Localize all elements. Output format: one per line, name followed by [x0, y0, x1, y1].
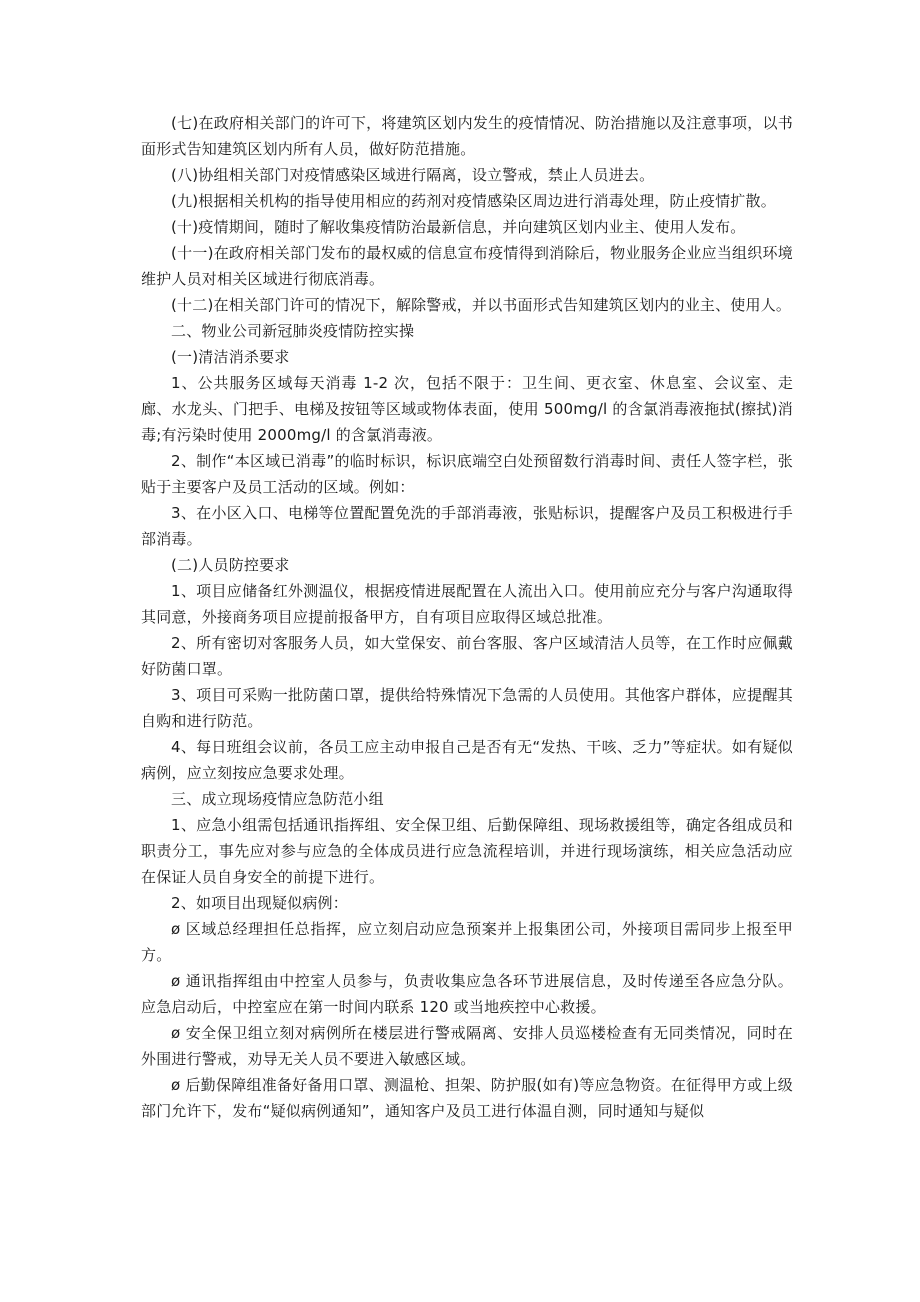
paragraph-10-information: (十)疫情期间，随时了解收集疫情防治最新信息，并向建筑区划内业主、使用人发布。	[171, 218, 746, 236]
emergency-bullet-security: ø 安全保卫组立刻对病例所在楼层进行警戒隔离、安排人员巡楼检查有无同类情况，同时在外围进行警戒，劝导无关人员不要进入敏感区域。	[141, 1024, 793, 1068]
section-heading-2: 二、物业公司新冠肺炎疫情防控实操	[171, 322, 415, 340]
personnel-item-1: 1、项目应储备红外测温仪，根据疫情进展配置在人流出入口。使用前应充分与客户沟通取得其同意，外接商务项目应提前报备甲方，自有项目应取得区域总批准。	[141, 582, 793, 626]
cleaning-item-3: 3、在小区入口、电梯等位置配置免洗的手部消毒液，张贴标识，提醒客户及员工积极进行手部消毒。	[141, 504, 793, 548]
cleaning-item-2: 2、制作“本区域已消毒”的临时标识，标识底端空白处预留数行消毒时间、责任人签字栏，张贴于主要客户及员工活动的区域。例如：	[141, 452, 793, 496]
paragraph-12-lift-alert: (十二)在相关部门许可的情况下，解除警戒，并以书面形式告知建筑区划内的业主、使用人。	[171, 296, 792, 314]
emergency-bullet-communication: ø 通讯指挥组由中控室人员参与，负责收集应急各环节进展信息，及时传递至各应急分队。应急启动后，中控室应在第一时间内联系 120 或当地疾控中心救援。	[141, 972, 793, 1016]
subsection-heading-personnel: (二)人员防控要求	[171, 556, 290, 574]
personnel-item-3: 3、项目可采购一批防菌口罩，提供给特殊情况下急需的人员使用。其他客户群体，应提醒其自购和进行防范。	[141, 686, 793, 730]
personnel-item-4: 4、每日班组会议前，各员工应主动申报自己是否有无“发热、干咳、乏力”等症状。如有疑似病例，应立刻按应急要求处理。	[141, 738, 793, 782]
personnel-item-2: 2、所有密切对客服务人员，如大堂保安、前台客服、客户区域清洁人员等，在工作时应佩戴好防菌口罩。	[141, 634, 793, 678]
emergency-item-1: 1、应急小组需包括通讯指挥组、安全保卫组、后勤保障组、现场救援组等，确定各组成员和职责分工，事先应对参与应急的全体成员进行应急流程培训，并进行现场演练，相关应急活动应在保证人员自身安全的前提下进行。	[141, 816, 793, 886]
cleaning-item-1: 1、公共服务区域每天消毒 1-2 次，包括不限于：卫生间、更衣室、休息室、会议室、走廊、水龙头、门把手、电梯及按钮等区域或物体表面，使用 500mg/l 的含氯消毒液拖拭(擦拭)消毒;有污染时使用 2000mg/l 的含氯消毒液。	[141, 374, 793, 444]
paragraph-9-disinfection: (九)根据相关机构的指导使用相应的药剂对疫情感染区周边进行消毒处理，防止疫情扩散。	[171, 192, 776, 210]
emergency-item-2: 2、如项目出现疑似病例：	[171, 894, 348, 912]
emergency-bullet-logistics: ø 后勤保障组准备好备用口罩、测温枪、担架、防护服(如有)等应急物资。在征得甲方或上级部门允许下，发布“疑似病例通知”，通知客户及员工进行体温自测，同时通知与疑似	[141, 1076, 793, 1120]
paragraph-8-isolation: (八)协组相关部门对疫情感染区域进行隔离，设立警戒，禁止人员进去。	[171, 166, 655, 184]
section-heading-3: 三、成立现场疫情应急防范小组	[171, 790, 384, 808]
document-body	[141, 110, 793, 1124]
emergency-bullet-commander: ø 区域总经理担任总指挥，应立刻启动应急预案并上报集团公司，外接项目需同步上报至甲方。	[141, 920, 793, 964]
paragraph-7-notify: (七)在政府相关部门的许可下，将建筑区划内发生的疫情情况、防治措施以及注意事项，以书面形式告知建筑区划内所有人员，做好防范措施。	[141, 114, 793, 158]
subsection-heading-cleaning: (一)清洁消杀要求	[171, 348, 290, 366]
paragraph-11-final-disinfection: (十一)在政府相关部门发布的最权威的信息宣布疫情得到消除后，物业服务企业应当组织环境维护人员对相关区域进行彻底消毒。	[141, 244, 793, 288]
